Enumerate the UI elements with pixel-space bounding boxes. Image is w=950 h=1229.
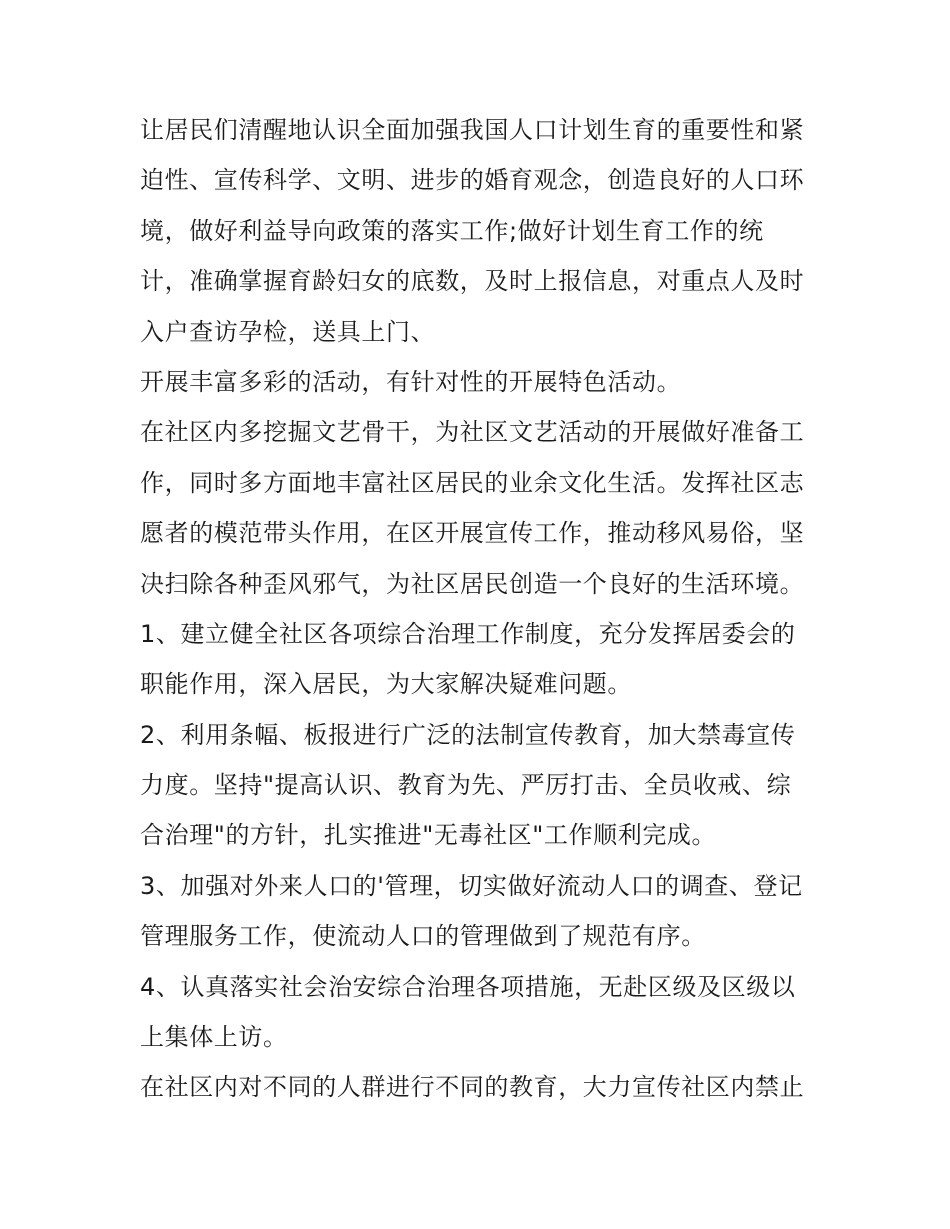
text-line: 作，同时多方面地丰富社区居民的业余文化生活。发挥社区志 bbox=[140, 468, 805, 497]
text-line: 职能作用，深入居民，为大家解决疑难问题。 bbox=[140, 670, 632, 699]
document-body bbox=[140, 105, 820, 1113]
text-line: 4、认真落实社会治安综合治理各项措施，无赴区级及区级以 bbox=[140, 972, 796, 1001]
text-line: 计，准确掌握育龄妇女的底数，及时上报信息，对重点人及时 bbox=[140, 267, 805, 296]
text-line: 愿者的模范带头作用，在区开展宣传工作，推动移风易俗，坚 bbox=[140, 519, 805, 548]
text-line: 上集体上访。 bbox=[140, 1023, 288, 1052]
text-line: 3、加强对外来人口的'管理，切实做好流动人口的调查、登记 bbox=[140, 871, 803, 900]
text-line: 境，做好利益导向政策的落实工作;做好计划生育工作的统 bbox=[140, 216, 764, 245]
text-line: 开展丰富多彩的活动，有针对性的开展特色活动。 bbox=[140, 367, 682, 396]
text-line: 让居民们清醒地认识全面加强我国人口计划生育的重要性和紧 bbox=[140, 116, 805, 144]
text-line: 管理服务工作，使流动人口的管理做到了规范有序。 bbox=[140, 922, 706, 951]
text-line: 入户查访孕检，送具上门、 bbox=[140, 317, 436, 346]
text-line: 2、利用条幅、板报进行广泛的法制宣传教育，加大禁毒宣传 bbox=[140, 720, 796, 749]
text-line: 在社区内多挖掘文艺骨干，为社区文艺活动的开展做好准备工 bbox=[140, 418, 805, 447]
text-line: 合治理"的方针，扎实推进"无毒社区"工作顺利完成。 bbox=[140, 821, 717, 850]
text-line: 决扫除各种歪风邪气，为社区居民创造一个良好的生活环境。 bbox=[140, 569, 805, 598]
text-line: 1、建立健全社区各项综合治理工作制度，充分发挥居委会的 bbox=[140, 619, 796, 648]
text-line: 在社区内对不同的人群进行不同的教育，大力宣传社区内禁止 bbox=[140, 1073, 805, 1102]
text-line: 力度。坚持"提高认识、教育为先、严厉打击、全员收戒、综 bbox=[140, 771, 792, 800]
text-line: 迫性、宣传科学、文明、进步的婚育观念，创造良好的人口环 bbox=[140, 166, 805, 195]
